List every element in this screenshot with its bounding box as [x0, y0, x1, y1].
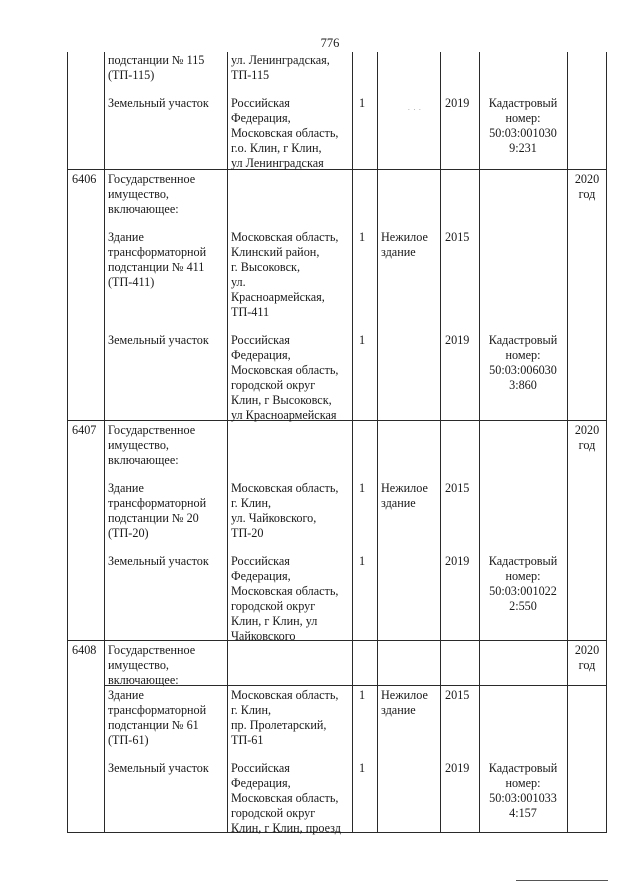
- row-number-6407: 6407: [72, 423, 97, 437]
- building-quantity: 1: [359, 481, 366, 495]
- scan-mark: . . .: [408, 104, 422, 112]
- land-address: Российская Федерация, Московская область, г.о. Клин, г Клин, ул Ленинградская: [231, 96, 339, 170]
- land-quantity: 1: [359, 96, 366, 110]
- land-quantity: 1: [359, 554, 366, 568]
- page-number: 776: [320, 36, 340, 50]
- building-year: 2015: [445, 688, 470, 702]
- land-name: Земельный участок: [108, 554, 209, 568]
- group-year: 2020 год: [574, 643, 600, 672]
- building-quantity: 1: [359, 230, 366, 244]
- building-quantity: 1: [359, 688, 366, 702]
- building-name-tp115: подстанции № 115 (ТП-115): [108, 53, 205, 82]
- building-address: Московская область, Клинский район, г. Высоковск, ул. Красноармейская, ТП-411: [231, 230, 339, 319]
- land-name: Земельный участок: [108, 96, 209, 110]
- land-cadastre: Кадастровый номер: 50:03:006030 3:860: [488, 333, 558, 392]
- building-name: Здание трансформаторной подстанции № 411 (ТП-411): [108, 230, 207, 289]
- land-year: 2019: [445, 761, 470, 775]
- land-cadastre: Кадастровый номер: 50:03:001022 2:550: [488, 554, 558, 613]
- building-type: Нежилое здание: [381, 230, 428, 259]
- row-number-6408: 6408: [72, 643, 97, 657]
- land-year: 2019: [445, 96, 470, 110]
- group-title: Государственное имущество, включающее:: [108, 423, 196, 467]
- building-address: Московская область, г. Клин, ул. Чайковского, ТП-20: [231, 481, 339, 540]
- land-cadastre: Кадастровый номер: 50:03:001030 9:231: [488, 96, 558, 155]
- land-cadastre: Кадастровый номер: 50:03:001033 4:157: [488, 761, 558, 820]
- land-name: Земельный участок: [108, 333, 209, 347]
- building-address: Московская область, г. Клин, пр. Пролетарский, ТП-61: [231, 688, 339, 747]
- building-name: Здание трансформаторной подстанции № 20 (ТП-20): [108, 481, 207, 540]
- land-quantity: 1: [359, 761, 366, 775]
- land-address: Российская Федерация, Московская область, городской округ Клин, г Клин, проезд: [231, 761, 341, 835]
- building-year: 2015: [445, 481, 470, 495]
- group-title: Государственное имущество, включающее:: [108, 172, 196, 216]
- building-year: 2015: [445, 230, 470, 244]
- land-address: Российская Федерация, Московская область, городской округ Клин, г Высоковск, ул Красноармейская: [231, 333, 339, 422]
- building-type: Нежилое здание: [381, 688, 428, 717]
- group-year: 2020 год: [574, 172, 600, 201]
- row-number-6406: 6406: [72, 172, 97, 186]
- building-name: Здание трансформаторной подстанции № 61 (ТП-61): [108, 688, 207, 747]
- group-year: 2020 год: [574, 423, 600, 452]
- building-type: Нежилое здание: [381, 481, 428, 510]
- land-address: Российская Федерация, Московская область, городской округ Клин, г Клин, ул Чайковского: [231, 554, 339, 643]
- group-title: Государственное имущество, включающее:: [108, 643, 196, 687]
- building-address-tp115: ул. Ленинградская, ТП-115: [231, 53, 330, 82]
- land-year: 2019: [445, 554, 470, 568]
- land-quantity: 1: [359, 333, 366, 347]
- land-year: 2019: [445, 333, 470, 347]
- scan-edge: [516, 880, 608, 881]
- land-name: Земельный участок: [108, 761, 209, 775]
